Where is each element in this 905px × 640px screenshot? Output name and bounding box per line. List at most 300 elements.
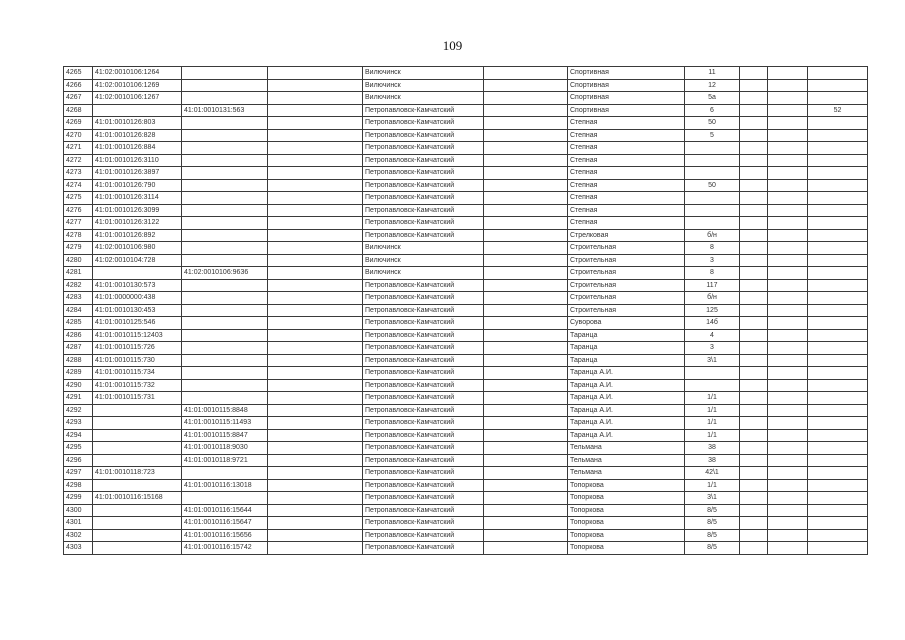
cadastral-number-cell: 41:01:0010115:730 <box>93 354 182 367</box>
empty-cell <box>484 517 568 530</box>
street-cell: Тельмана <box>568 467 685 480</box>
city-cell: Петропавловск-Камчатский <box>363 179 484 192</box>
apartment-cell <box>808 204 868 217</box>
cadastral-number-alt-cell <box>182 154 268 167</box>
table-row <box>64 329 868 342</box>
city-cell: Петропавловск-Камчатский <box>363 479 484 492</box>
house-cell <box>685 379 740 392</box>
empty-cell <box>268 329 363 342</box>
city-cell: Петропавловск-Камчатский <box>363 279 484 292</box>
cadastral-number-cell <box>93 529 182 542</box>
cadastral-number-cell: 41:01:0010115:12403 <box>93 329 182 342</box>
empty-cell <box>268 404 363 417</box>
street-cell: Степная <box>568 129 685 142</box>
cadastral-number-cell <box>93 104 182 117</box>
cadastral-number-alt-cell <box>182 304 268 317</box>
empty-cell <box>768 167 808 180</box>
house-cell: 3 <box>685 254 740 267</box>
cadastral-number-cell: 41:01:0010126:884 <box>93 142 182 155</box>
street-cell: Степная <box>568 167 685 180</box>
empty-cell <box>484 229 568 242</box>
cadastral-number-alt-cell <box>182 242 268 255</box>
empty-cell <box>484 304 568 317</box>
house-cell <box>685 192 740 205</box>
house-cell: 3\1 <box>685 354 740 367</box>
table-row <box>64 267 868 280</box>
house-cell <box>685 367 740 380</box>
empty-cell <box>768 254 808 267</box>
street-cell: Спортивная <box>568 79 685 92</box>
row-number-cell: 4285 <box>64 317 93 330</box>
row-number-cell: 4281 <box>64 267 93 280</box>
apartment-cell <box>808 304 868 317</box>
apartment-cell <box>808 492 868 505</box>
empty-cell <box>740 129 768 142</box>
cadastral-number-cell: 41:01:0010126:828 <box>93 129 182 142</box>
empty-cell <box>768 92 808 105</box>
cadastral-number-cell <box>93 454 182 467</box>
street-cell: Таранца <box>568 329 685 342</box>
row-number-cell: 4280 <box>64 254 93 267</box>
house-cell: 125 <box>685 304 740 317</box>
city-cell: Петропавловск-Камчатский <box>363 292 484 305</box>
empty-cell <box>484 179 568 192</box>
cadastral-number-alt-cell: 41:01:0010116:15742 <box>182 542 268 555</box>
empty-cell <box>740 304 768 317</box>
empty-cell <box>740 204 768 217</box>
row-number-cell: 4288 <box>64 354 93 367</box>
cadastral-number-alt-cell <box>182 392 268 405</box>
cadastral-number-cell: 41:01:0010126:3114 <box>93 192 182 205</box>
empty-cell <box>768 229 808 242</box>
table-row <box>64 179 868 192</box>
empty-cell <box>740 92 768 105</box>
city-cell: Петропавловск-Камчатский <box>363 167 484 180</box>
cadastral-number-cell <box>93 429 182 442</box>
street-cell: Степная <box>568 117 685 130</box>
apartment-cell <box>808 192 868 205</box>
empty-cell <box>484 354 568 367</box>
cadastral-number-cell: 41:01:0010130:573 <box>93 279 182 292</box>
house-cell: 50 <box>685 179 740 192</box>
street-cell: Стрелковая <box>568 229 685 242</box>
house-cell: 8/5 <box>685 517 740 530</box>
street-cell: Строительная <box>568 279 685 292</box>
empty-cell <box>740 542 768 555</box>
street-cell: Строительная <box>568 254 685 267</box>
city-cell: Петропавловск-Камчатский <box>363 142 484 155</box>
cadastral-number-cell: 41:01:0000000:438 <box>93 292 182 305</box>
table-row <box>64 317 868 330</box>
empty-cell <box>268 267 363 280</box>
empty-cell <box>740 67 768 80</box>
empty-cell <box>268 242 363 255</box>
empty-cell <box>740 429 768 442</box>
cadastral-number-cell: 41:02:0010106:1267 <box>93 92 182 105</box>
cadastral-number-cell: 41:01:0010126:3110 <box>93 154 182 167</box>
house-cell: 4 <box>685 329 740 342</box>
empty-cell <box>268 379 363 392</box>
empty-cell <box>484 242 568 255</box>
empty-cell <box>768 242 808 255</box>
city-cell: Петропавловск-Камчатский <box>363 204 484 217</box>
empty-cell <box>484 367 568 380</box>
street-cell: Строительная <box>568 304 685 317</box>
house-cell <box>685 204 740 217</box>
empty-cell <box>268 417 363 430</box>
apartment-cell <box>808 367 868 380</box>
empty-cell <box>768 129 808 142</box>
row-number-cell: 4272 <box>64 154 93 167</box>
cadastral-number-alt-cell <box>182 467 268 480</box>
table-row <box>64 304 868 317</box>
empty-cell <box>740 467 768 480</box>
empty-cell <box>484 204 568 217</box>
city-cell: Петропавловск-Камчатский <box>363 367 484 380</box>
empty-cell <box>268 354 363 367</box>
empty-cell <box>740 167 768 180</box>
row-number-cell: 4287 <box>64 342 93 355</box>
street-cell: Спортивная <box>568 92 685 105</box>
row-number-cell: 4271 <box>64 142 93 155</box>
empty-cell <box>484 67 568 80</box>
empty-cell <box>740 267 768 280</box>
empty-cell <box>740 192 768 205</box>
row-number-cell: 4296 <box>64 454 93 467</box>
row-number-cell: 4290 <box>64 379 93 392</box>
house-cell: 38 <box>685 454 740 467</box>
cadastral-number-alt-cell <box>182 142 268 155</box>
table-row <box>64 442 868 455</box>
cadastral-number-alt-cell <box>182 229 268 242</box>
cadastral-number-cell <box>93 517 182 530</box>
empty-cell <box>740 504 768 517</box>
cadastral-number-cell: 41:02:0010106:1269 <box>93 79 182 92</box>
empty-cell <box>768 79 808 92</box>
empty-cell <box>484 504 568 517</box>
cadastral-number-cell <box>93 417 182 430</box>
city-cell: Петропавловск-Камчатский <box>363 442 484 455</box>
empty-cell <box>268 517 363 530</box>
house-cell: 8/5 <box>685 529 740 542</box>
empty-cell <box>740 404 768 417</box>
apartment-cell <box>808 317 868 330</box>
empty-cell <box>268 492 363 505</box>
empty-cell <box>484 467 568 480</box>
empty-cell <box>740 479 768 492</box>
table-row <box>64 154 868 167</box>
row-number-cell: 4299 <box>64 492 93 505</box>
cadastral-number-alt-cell <box>182 117 268 130</box>
row-number-cell: 4275 <box>64 192 93 205</box>
cadastral-number-alt-cell: 41:01:0010131:563 <box>182 104 268 117</box>
row-number-cell: 4289 <box>64 367 93 380</box>
registry-table <box>63 66 868 555</box>
street-cell: Строительная <box>568 242 685 255</box>
empty-cell <box>484 92 568 105</box>
street-cell: Таранца <box>568 342 685 355</box>
empty-cell <box>740 492 768 505</box>
cadastral-number-alt-cell <box>182 179 268 192</box>
empty-cell <box>268 442 363 455</box>
cadastral-number-cell <box>93 479 182 492</box>
cadastral-number-alt-cell <box>182 317 268 330</box>
city-cell: Петропавловск-Камчатский <box>363 429 484 442</box>
city-cell: Вилючинск <box>363 254 484 267</box>
table-row <box>64 404 868 417</box>
empty-cell <box>484 317 568 330</box>
empty-cell <box>768 117 808 130</box>
cadastral-number-cell <box>93 442 182 455</box>
table-row <box>64 192 868 205</box>
empty-cell <box>484 217 568 230</box>
empty-cell <box>268 179 363 192</box>
street-cell: Суворова <box>568 317 685 330</box>
empty-cell <box>768 367 808 380</box>
cadastral-number-cell: 41:01:0010126:3122 <box>93 217 182 230</box>
table-row <box>64 354 868 367</box>
cadastral-number-cell <box>93 267 182 280</box>
house-cell <box>685 142 740 155</box>
street-cell: Степная <box>568 192 685 205</box>
house-cell: 1/1 <box>685 417 740 430</box>
empty-cell <box>768 304 808 317</box>
empty-cell <box>740 392 768 405</box>
cadastral-number-alt-cell: 41:01:0010118:9030 <box>182 442 268 455</box>
apartment-cell <box>808 404 868 417</box>
table-row <box>64 292 868 305</box>
apartment-cell <box>808 479 868 492</box>
apartment-cell <box>808 517 868 530</box>
cadastral-number-cell: 41:01:0010118:723 <box>93 467 182 480</box>
apartment-cell <box>808 154 868 167</box>
city-cell: Петропавловск-Камчатский <box>363 467 484 480</box>
row-number-cell: 4273 <box>64 167 93 180</box>
empty-cell <box>268 304 363 317</box>
apartment-cell <box>808 292 868 305</box>
empty-cell <box>268 504 363 517</box>
cadastral-number-cell: 41:01:0010126:3099 <box>93 204 182 217</box>
apartment-cell <box>808 167 868 180</box>
cadastral-number-alt-cell: 41:01:0010115:11493 <box>182 417 268 430</box>
cadastral-number-cell: 41:01:0010126:892 <box>93 229 182 242</box>
empty-cell <box>268 254 363 267</box>
cadastral-number-alt-cell <box>182 342 268 355</box>
house-cell: 38 <box>685 442 740 455</box>
empty-cell <box>484 429 568 442</box>
cadastral-number-cell: 41:01:0010126:803 <box>93 117 182 130</box>
empty-cell <box>768 267 808 280</box>
street-cell: Спортивная <box>568 67 685 80</box>
row-number-cell: 4267 <box>64 92 93 105</box>
cadastral-number-alt-cell: 41:02:0010106:9636 <box>182 267 268 280</box>
street-cell: Степная <box>568 179 685 192</box>
empty-cell <box>268 479 363 492</box>
house-cell: 1/1 <box>685 429 740 442</box>
cadastral-number-alt-cell <box>182 192 268 205</box>
city-cell: Петропавловск-Камчатский <box>363 104 484 117</box>
house-cell: 42\1 <box>685 467 740 480</box>
cadastral-number-alt-cell: 41:01:0010115:8847 <box>182 429 268 442</box>
row-number-cell: 4265 <box>64 67 93 80</box>
table-row <box>64 242 868 255</box>
apartment-cell <box>808 467 868 480</box>
city-cell: Петропавловск-Камчатский <box>363 542 484 555</box>
street-cell: Таранца А.И. <box>568 404 685 417</box>
cadastral-number-alt-cell: 41:01:0010115:8848 <box>182 404 268 417</box>
table-row <box>64 542 868 555</box>
row-number-cell: 4282 <box>64 279 93 292</box>
empty-cell <box>268 92 363 105</box>
row-number-cell: 4302 <box>64 529 93 542</box>
row-number-cell: 4276 <box>64 204 93 217</box>
table-row <box>64 429 868 442</box>
house-cell: 5а <box>685 92 740 105</box>
house-cell: 8 <box>685 267 740 280</box>
cadastral-number-alt-cell <box>182 379 268 392</box>
table-row <box>64 117 868 130</box>
street-cell: Топоркова <box>568 529 685 542</box>
row-number-cell: 4301 <box>64 517 93 530</box>
empty-cell <box>484 279 568 292</box>
cadastral-number-alt-cell: 41:01:0010116:15656 <box>182 529 268 542</box>
city-cell: Петропавловск-Камчатский <box>363 154 484 167</box>
empty-cell <box>484 154 568 167</box>
empty-cell <box>740 454 768 467</box>
city-cell: Петропавловск-Камчатский <box>363 354 484 367</box>
empty-cell <box>484 292 568 305</box>
cadastral-number-cell <box>93 404 182 417</box>
empty-cell <box>740 179 768 192</box>
apartment-cell: 52 <box>808 104 868 117</box>
apartment-cell <box>808 179 868 192</box>
cadastral-number-cell: 41:01:0010115:731 <box>93 392 182 405</box>
house-cell: 1/1 <box>685 479 740 492</box>
empty-cell <box>484 392 568 405</box>
city-cell: Петропавловск-Камчатский <box>363 492 484 505</box>
empty-cell <box>268 79 363 92</box>
cadastral-number-cell: 41:01:0010115:726 <box>93 342 182 355</box>
empty-cell <box>268 217 363 230</box>
row-number-cell: 4286 <box>64 329 93 342</box>
street-cell: Топоркова <box>568 542 685 555</box>
empty-cell <box>768 317 808 330</box>
empty-cell <box>484 442 568 455</box>
cadastral-number-alt-cell <box>182 167 268 180</box>
row-number-cell: 4294 <box>64 429 93 442</box>
empty-cell <box>768 342 808 355</box>
empty-cell <box>768 467 808 480</box>
empty-cell <box>740 529 768 542</box>
apartment-cell <box>808 529 868 542</box>
empty-cell <box>740 317 768 330</box>
empty-cell <box>484 267 568 280</box>
table-row <box>64 142 868 155</box>
city-cell: Петропавловск-Камчатский <box>363 342 484 355</box>
empty-cell <box>268 142 363 155</box>
empty-cell <box>268 67 363 80</box>
row-number-cell: 4297 <box>64 467 93 480</box>
table-row <box>64 492 868 505</box>
cadastral-number-alt-cell: 41:01:0010116:15644 <box>182 504 268 517</box>
empty-cell <box>268 129 363 142</box>
table-row <box>64 104 868 117</box>
empty-cell <box>484 379 568 392</box>
table-row <box>64 204 868 217</box>
apartment-cell <box>808 542 868 555</box>
empty-cell <box>740 442 768 455</box>
table-row <box>64 529 868 542</box>
city-cell: Петропавловск-Камчатский <box>363 379 484 392</box>
house-cell: 3\1 <box>685 492 740 505</box>
empty-cell <box>768 454 808 467</box>
empty-cell <box>484 192 568 205</box>
cadastral-number-alt-cell <box>182 279 268 292</box>
house-cell: б/н <box>685 292 740 305</box>
house-cell: 12 <box>685 79 740 92</box>
house-cell: 3 <box>685 342 740 355</box>
empty-cell <box>768 429 808 442</box>
empty-cell <box>768 67 808 80</box>
street-cell: Таранца А.И. <box>568 379 685 392</box>
table-row <box>64 417 868 430</box>
empty-cell <box>768 379 808 392</box>
street-cell: Топоркова <box>568 517 685 530</box>
cadastral-number-alt-cell <box>182 217 268 230</box>
empty-cell <box>768 417 808 430</box>
empty-cell <box>768 279 808 292</box>
street-cell: Тельмана <box>568 454 685 467</box>
apartment-cell <box>808 342 868 355</box>
row-number-cell: 4291 <box>64 392 93 405</box>
row-number-cell: 4293 <box>64 417 93 430</box>
empty-cell <box>740 142 768 155</box>
empty-cell <box>740 79 768 92</box>
house-cell: 8/5 <box>685 542 740 555</box>
empty-cell <box>740 354 768 367</box>
street-cell: Таранца А.И. <box>568 429 685 442</box>
cadastral-number-cell: 41:01:0010115:732 <box>93 379 182 392</box>
table-row <box>64 129 868 142</box>
house-cell: 117 <box>685 279 740 292</box>
city-cell: Петропавловск-Камчатский <box>363 454 484 467</box>
cadastral-number-cell: 41:02:0010104:728 <box>93 254 182 267</box>
table-row <box>64 92 868 105</box>
cadastral-number-alt-cell <box>182 67 268 80</box>
street-cell: Таранца А.И. <box>568 392 685 405</box>
cadastral-number-cell <box>93 542 182 555</box>
empty-cell <box>768 479 808 492</box>
cadastral-number-alt-cell: 41:01:0010118:9721 <box>182 454 268 467</box>
empty-cell <box>740 417 768 430</box>
empty-cell <box>768 217 808 230</box>
city-cell: Петропавловск-Камчатский <box>363 417 484 430</box>
row-number-cell: 4277 <box>64 217 93 230</box>
city-cell: Петропавловск-Камчатский <box>363 504 484 517</box>
apartment-cell <box>808 254 868 267</box>
row-number-cell: 4303 <box>64 542 93 555</box>
empty-cell <box>768 192 808 205</box>
empty-cell <box>268 317 363 330</box>
city-cell: Петропавловск-Камчатский <box>363 229 484 242</box>
empty-cell <box>768 154 808 167</box>
apartment-cell <box>808 117 868 130</box>
row-number-cell: 4266 <box>64 79 93 92</box>
empty-cell <box>484 129 568 142</box>
empty-cell <box>268 192 363 205</box>
city-cell: Петропавловск-Камчатский <box>363 529 484 542</box>
apartment-cell <box>808 142 868 155</box>
